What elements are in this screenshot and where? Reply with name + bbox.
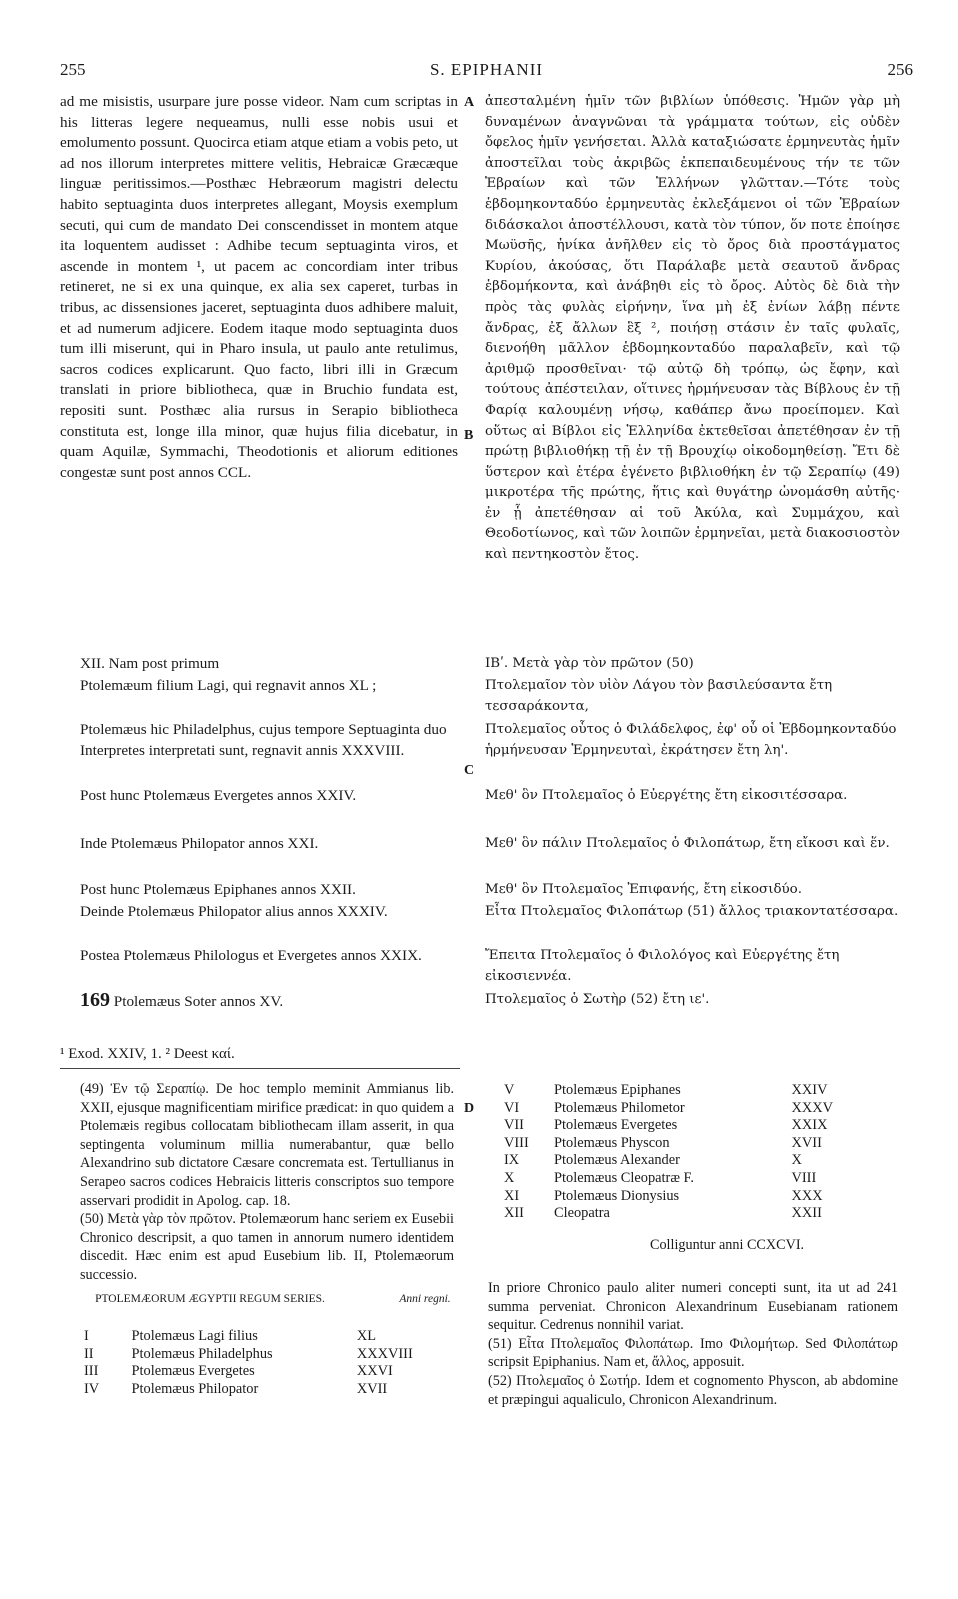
king-name: Ptolemæus Dionysius (554, 1187, 680, 1204)
greek-row-9: Πτολεμαῖος ὁ Σωτὴρ (52) ἔτη ιε'. (485, 992, 710, 1007)
king-name: Ptolemæus Evergetes (131, 1363, 255, 1380)
notes-left (80, 1080, 454, 1285)
regnal-number: XI (504, 1187, 520, 1204)
reg-right-row (500, 1117, 900, 1135)
note-51: (51) Εἶτα Πτολεμαῖος Φιλοπάτωρ. Imo Φιλομήτωρ. Sed Φιλοπάτωρ scripsit Epiphanius. Nam et, ἄλλος, apposuit. (488, 1335, 898, 1371)
regnal-years: XXX (791, 1187, 823, 1204)
latin-row-3: Ptolemæus hic Philadelphus, cujus tempore Septuaginta duo Interpretes interpretati sunt, regnavit annis XXXVIII. (80, 721, 447, 759)
regnal-number: V (504, 1082, 515, 1098)
regnal-number: VII (504, 1117, 524, 1134)
latin-row-4: Post hunc Ptolemæus Evergetes annos XXIV. (80, 787, 357, 804)
reg-right-row (500, 1188, 900, 1206)
regnal-years: XVII (356, 1380, 388, 1397)
page-number-right: 256 (887, 60, 913, 79)
reg-left-row (80, 1381, 460, 1399)
notes-right (488, 1279, 898, 1409)
regnal-number: VI (504, 1099, 520, 1116)
margin-letter-a: A (464, 95, 475, 110)
king-name: Ptolemæus Alexander (554, 1152, 680, 1169)
greek-row-3: Πτολεμαῖος οὗτος ὁ Φιλάδελφος, ἐφ' οὗ οἱ Ἑβδομηκονταδύο ἡρμήνευσαν Ἑρμηνευταὶ, ἐκράτησεν ἔτη λη'. (485, 722, 897, 758)
greek-row-4: Μεθ' ὃν Πτολεμαῖος ὁ Εὐεργέτης ἔτη εἰκοσιτέσσαρα. (485, 788, 848, 803)
regnal-number: I (84, 1328, 89, 1344)
king-name: Ptolemæus Philadelphus (131, 1345, 273, 1362)
regnal-years: X (791, 1152, 802, 1169)
regnal-years: XXII (791, 1205, 822, 1222)
colliguntur: Colliguntur anni CCXCVI. (650, 1237, 805, 1253)
note-52: (52) Πτολεμαῖος ὁ Σωτήρ. Idem et cognomento Physcon, ab abdomine et præpingui aqualiculo, Chronicon Alexandrinum. (488, 1372, 898, 1408)
latin-row-8: Postea Ptolemæus Philologus et Evergetes annos XXIX. (80, 947, 422, 964)
footnote-rule (60, 1068, 460, 1069)
latin-row-1: XII. Nam post primum (80, 655, 220, 672)
page-number-left: 255 (60, 60, 86, 79)
margin-letter-c: C (464, 763, 475, 778)
reg-left-row (80, 1363, 460, 1381)
note-49: (49) Ἐν τῷ Σεραπίῳ. De hoc templo meminit Ammianus lib. XXII, ejusque magnificentiam mirifice prædicat: in quo quidem a Ptolemæis regibus collocatam bibliothecam illam asserit, in qua septingenta voluminum millia numerabantur, quæ bello Alexandrino sub dictatore Cæsare concremata est. Tertullianus in Serapeo sacros codices Hebraicis litteris conscriptos suo tempore asservari prodidit in Apolog. cap. 18. (80, 1081, 454, 1209)
latin-row-9-text: Ptolemæus Soter annos XV. (113, 993, 284, 1010)
regnal-number: II (84, 1345, 94, 1362)
regnal-table-title: PTOLEMÆORUM ÆGYPTII REGUM SERIES. (95, 1293, 325, 1305)
regnal-number: XII (504, 1205, 524, 1222)
column-number-169: 169 (80, 989, 110, 1011)
regnal-years: XXXV (791, 1099, 834, 1116)
reg-right-row (500, 1100, 900, 1118)
reg-right-row (500, 1135, 900, 1153)
regnal-years: XXIV (791, 1082, 828, 1098)
king-name: Ptolemæus Epiphanes (554, 1082, 681, 1098)
king-name: Ptolemæus Evergetes (554, 1117, 678, 1134)
reg-left-row (80, 1328, 460, 1346)
regnal-years: XL (356, 1328, 376, 1344)
margin-letter-d: D (464, 1101, 475, 1116)
greek-row-6: Μεθ' ὃν Πτολεμαῖος Ἐπιφανής, ἔτη εἰκοσιδύο. (485, 882, 802, 897)
reg-right-row (500, 1170, 900, 1188)
regnal-number: X (504, 1169, 515, 1186)
greek-row-8: Ἔπειτα Πτολεμαῖος ὁ Φιλολόγος καὶ Εὐεργέτης ἔτη εἰκοσιεννέα. (485, 948, 840, 984)
regnal-number: IX (504, 1152, 520, 1169)
regnal-number: IV (84, 1380, 100, 1397)
regnal-table-left (80, 1328, 460, 1398)
king-name: Ptolemæus Philopator (131, 1380, 259, 1397)
regnal-years: XXVI (356, 1363, 393, 1380)
note-50: (50) Μετὰ γὰρ τὸν πρῶτον. Ptolemæorum hanc seriem ex Eusebii Chronico descripsit, a quo tamen in annorum numero identidem discedit. Hæc enim est apud Eusebium lib. II, Ptolemæorum successio. (80, 1211, 454, 1283)
latin-main-text: ad me misistis, usurpare jure posse videor. Nam cum scriptas in his litteras legere nequeamus, nulli esse nobis usui et emolumento possunt. Quocirca etiam atque etiam a vobis peto, ut ad nos illorum interpretes mittere velitis, Hebraicæ Græcæque linguæ peritissimos.—Posthæc Hebræorum magistri delectu habito septuaginta duos interpretes allegant, Moysis exemplum secuti, qui cum de mandato Dei conscendisset in montem atque ita loquentem audisset : Adhibe tecum septuaginta viros, et ascende in montem ¹, ut pacem ac concordiam inter tribus retineret, ne si ex una quinque, ex alia sex caperet, turbas in tribus, ac dissensiones jaceret, septuaginta duos adhibere maluit, et ad numerum adjicere. Eodem itaque modo septuaginta duos tum illi miserunt, qui in Pharo insula, ut paulo ante retulimus, sacros codices explicarunt. Quo facto, libri illi in Græcum translati in priore bibliotheca, quæ in Bruchio fundata est, repositi sunt. Posthæc alia rursus in Serapio bibliotheca constituta est, longe illa minor, quæ hujus filia dicebatur, in quam Aquilæ, Symmachi, Theodotionis et aliorum editiones congestæ sunt post annos CCL. (60, 93, 458, 481)
reg-right-row (500, 1082, 900, 1100)
king-name: Ptolemæus Philometor (554, 1099, 685, 1116)
footnotes: ¹ Exod. XXIV, 1. ² Deest καί. (60, 1046, 235, 1062)
note-right-1: In priore Chronico paulo aliter numeri concepti sunt, ita ut ad 241 summa perveniat. Chronicon Alexandrinum Eusebianam rationem sequitur. Cedrenus nonnihil variat. (488, 1280, 898, 1334)
regnal-table-right (500, 1082, 900, 1223)
regnal-table-header (80, 1292, 460, 1307)
greek-row-1: ΙΒʹ. Μετὰ γὰρ τὸν πρῶτον (50) (485, 656, 694, 671)
regnal-years: VIII (791, 1169, 817, 1186)
greek-row-2: Πτολεμαῖον τὸν υἱὸν Λάγου τὸν βασιλεύσαντα ἔτη τεσσαράκοντα, (485, 678, 833, 714)
greek-row-7: Εἶτα Πτολεμαῖος Φιλοπάτωρ (51) ἄλλος τριακοντατέσσαρα. (485, 904, 899, 919)
regnal-table-years-head: Anni regni. (399, 1293, 451, 1305)
latin-row-5: Inde Ptolemæus Philopator annos XXI. (80, 835, 319, 852)
margin-letter-b: B (464, 428, 474, 443)
regnal-years: XVII (791, 1134, 822, 1151)
latin-row-7: Deinde Ptolemæus Philopator alius annos XXXIV. (80, 903, 388, 920)
king-name: Cleopatra (554, 1205, 610, 1222)
latin-row-6: Post hunc Ptolemæus Epiphanes annos XXII. (80, 881, 356, 898)
regnal-number: III (84, 1363, 99, 1380)
regnal-years: XXIX (791, 1117, 828, 1134)
latin-row-2: Ptolemæum filium Lagi, qui regnavit annos XL ; (80, 677, 377, 694)
reg-left-row (80, 1346, 460, 1364)
king-name: Ptolemæus Physcon (554, 1134, 670, 1151)
regnal-years: XXXVIII (356, 1345, 413, 1362)
reg-right-row (500, 1152, 900, 1170)
regnal-number: VIII (504, 1134, 529, 1151)
running-header (60, 60, 913, 84)
running-title: S. EPIPHANII (429, 60, 544, 79)
latin-row-9 (80, 990, 458, 1013)
greek-row-5: Μεθ' ὃν πάλιν Πτολεμαῖος ὁ Φιλοπάτωρ, ἔτη εἴκοσι καὶ ἕν. (485, 836, 890, 851)
king-name: Ptolemæus Lagi filius (131, 1328, 258, 1344)
greek-main-text: ἀπεσταλμένη ἡμῖν τῶν βιβλίων ὑπόθεσις. Ἡμῶν γὰρ μὴ δυναμένων ἀναγνῶναι τὰ γράμματα τούτων, εἰς οὐδὲν ὄφελος ἡμῖν γενήσεται. Ἀλλὰ καταξιώσατε ἑρμηνευτὰς ἡμῖν ἀποστεῖλαι τοὺς ἀκριβῶς ἐκπεπαιδευμένους τήν τε τῶν Ἑβραίων καὶ τῶν Ἑλλήνων γλῶτταν.—Τότε τοὺς ἑβδομηκονταδύο ἑρμηνευτὰς ἐκλεξάμενοι οἱ τῶν Ἑβραίων διδάσκαλοι ἀποστέλλουσι, κατὰ τὸν τύπον, ὅν ποτε ἐποίησε Μωϋσῆς, ἡνίκα ἀνῆλθεν εἰς τὸ ὄρος διὰ προστάγματος Κυρίου, ἀκούσας, ὅτι Παράλαβε μετὰ σεαυτοῦ ἄνδρας ἑβδομήκοντα, καὶ ἀνάβηθι εἰς τὸ ὄρος. Αὐτὸς δὲ διὰ τὴν πρὸς τὰς φυλὰς εἰρήνην, ἵνα μὴ ἐξ ἐνίων λάβῃ πέντε ἄνδρας, ἐξ ἄλλων ἓξ ², ποιήσῃ στάσιν ἐν ταῖς φυλαῖς, διενοήθη μᾶλλον ἑβδομηκονταδύο παραλαβεῖν, καὶ τῷ ἀριθμῷ προσθεῖναι· τῷ αὐτῷ δὴ τρόπῳ, ὡς ἔφην, καὶ τούτους ἀπέστειλαν, οἵτινες ἡρμήνευσαν τὰς Βίβλους ἐν τῇ Φαρίᾳ καλουμένῃ νήσῳ, καθάπερ ἄνω προείπομεν. Καὶ οὕτως αἱ Βίβλοι εἰς Ἑλληνίδα ἐκτεθεῖσαι ἀπετέθησαν ἐν τῇ πρώτῃ βιβλιοθήκῃ τῇ ἐν τῇ Βρουχίῳ οἰκοδομηθείσῃ. Ἔτι δὲ ὕστερον καὶ ἑτέρα ἐγένετο βιβλιοθήκη ἐν τῷ Σεραπίῳ (49) μικροτέρα τῆς πρώτης, ἥτις καὶ θυγάτηρ ὠνομάσθη αὐτῆς· ἐν ᾗ ἀπετέθησαν αἱ τοῦ Ἀκύλα, καὶ Συμμάχου, καὶ Θεοδοτίωνος, καὶ τῶν λοιπῶν ἑρμηνεῖαι, μετὰ διακοσιοστὸν καὶ πεντηκοστὸν ἔτος. (485, 94, 900, 563)
reg-right-row (500, 1205, 900, 1223)
king-name: Ptolemæus Cleopatræ F. (554, 1169, 694, 1186)
